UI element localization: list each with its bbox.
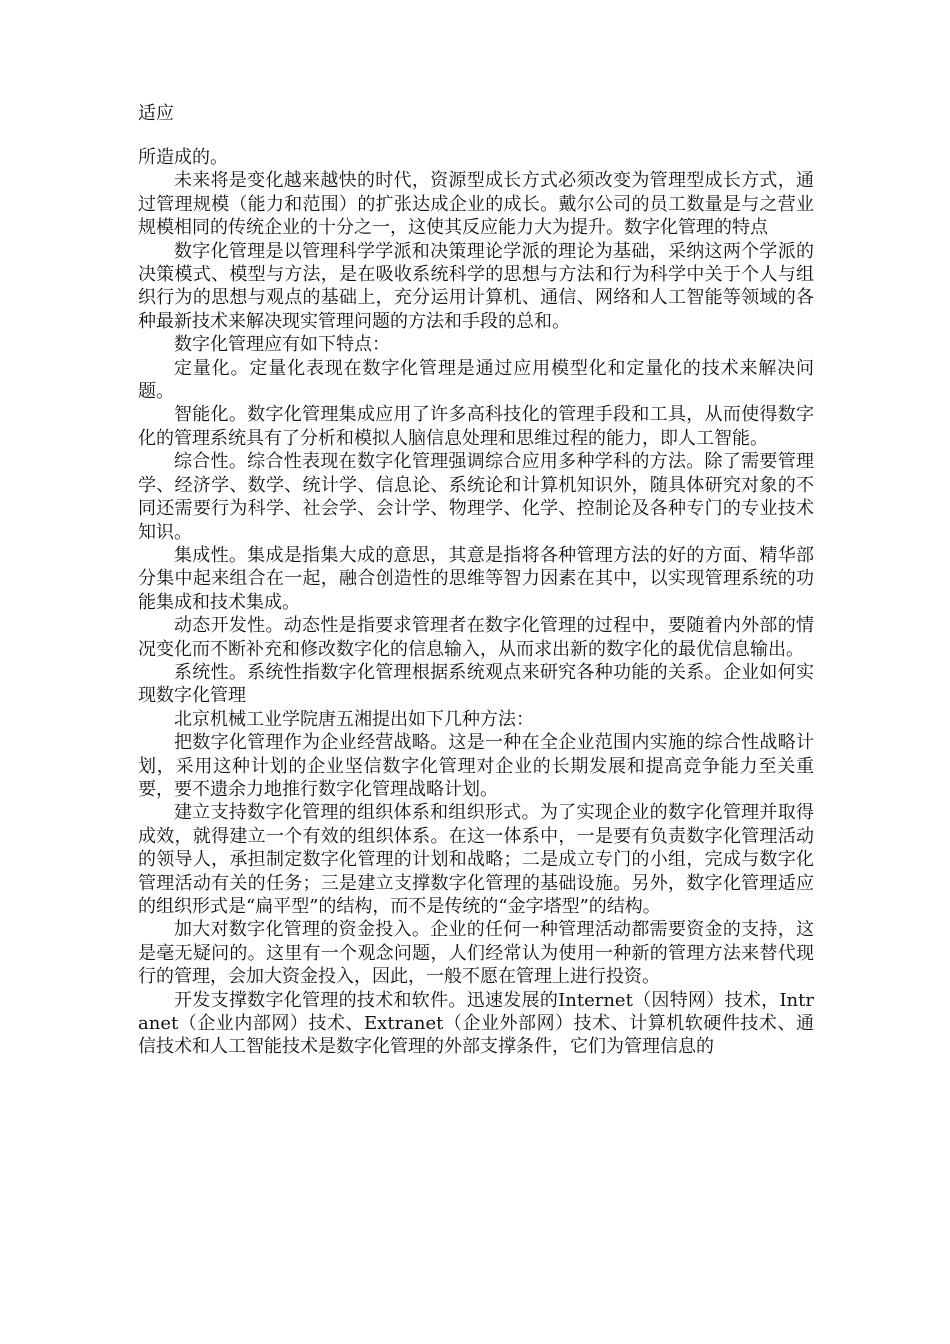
paragraph-features-intro: 数字化管理应有如下特点： <box>174 334 390 356</box>
paragraph-technology: 开发支撑数字化管理的技术和软件。迅速发展的Internet（因特网）技术，Intranet（企业内部网）技术、Extranet（企业外部网）技术、计算机软硬件技术、通信技术和人工智能技术是数字化管理的外部支撑条件，它们为管理信息的 <box>138 989 814 1058</box>
paragraph-quantification: 定量化。定量化表现在数字化管理是通过应用模型化和定量化的技术来解决问题。 <box>138 357 814 403</box>
paragraph-integration: 集成性。集成是指集大成的意思，其意是指将各种管理方法的好的方面、精华部分集中起来组合在一起，融合创造性的思维等智力因素在其中，以实现管理系统的功能集成和技术集成。 <box>138 544 814 613</box>
paragraph-comprehensiveness: 综合性。综合性表现在数字化管理强调综合应用多种学科的方法。除了需要管理学、经济学、数学、统计学、信息论、系统论和计算机知识外，随具体研究对象的不同还需要行为科学、社会学、会计学、物理学、化学、控制论及各种专门的专业技术知识。 <box>138 451 814 543</box>
paragraph-intelligence: 智能化。数字化管理集成应用了许多高科技化的管理手段和工具，从而使得数字化的管理系统具有了分析和模拟人脑信息处理和思维过程的能力，即人工智能。 <box>138 404 814 449</box>
paragraph-investment: 加大对数字化管理的资金投入。企业的任何一种管理活动都需要资金的支持，这是毫无疑问的。这里有一个观念问题，人们经常认为使用一种新的管理方法来替代现行的管理，会加大资金投入，因此，一般不愿在管理上进行投资。 <box>138 919 814 988</box>
paragraph-methods-intro: 北京机械工业学院唐五湘提出如下几种方法： <box>174 708 534 730</box>
paragraph-organization: 建立支持数字化管理的组织体系和组织形式。为了实现企业的数字化管理并取得成效，就得建立一个有效的组织体系。在这一体系中，一是要有负责数字化管理活动的领导人，承担制定数字化管理的计划和战略；二是成立专门的小组，完成与数字化管理活动有关的任务；三是建立支撑数字化管理的基础设施。另外，数字化管理适应的组织形式是“扁平型”的结构，而不是传统的“金字塔型”的结构。 <box>138 802 814 917</box>
paragraph-strategy: 把数字化管理作为企业经营战略。这是一种在全企业范围内实施的综合性战略计划，采用这种计划的企业坚信数字化管理对企业的长期发展和提高竞争能力至关重要，要不遗余力地推行数字化管理战略计划。 <box>138 732 814 800</box>
top-fragment-text: 适应 <box>138 103 174 124</box>
paragraph-definition: 数字化管理是以管理科学学派和决策理论学派的理论为基础，采纳这两个学派的决策模式、模型与方法，是在吸收系统科学的思想与方法和行为科学中关于个人与组织行为的思想与观点的基础上，充分运用计算机、通信、网络和人工智能等领域的各种最新技术来解决现实管理问题的方法和手段的总和。 <box>138 240 814 332</box>
paragraph-dynamic: 动态开发性。动态性是指要求管理者在数字化管理的过程中，要随着内外部的情况变化而不断补充和修改数字化的信息输入，从而求出新的数字化的最优信息输出。 <box>138 615 814 660</box>
document-body <box>138 146 814 1059</box>
paragraph-systematic: 系统性。系统性指数字化管理根据系统观点来研究各种功能的关系。企业如何实现数字化管理 <box>138 661 814 707</box>
paragraph-continuation: 所造成的。 <box>138 147 228 168</box>
paragraph-future-growth: 未来将是变化越来越快的时代，资源型成长方式必须改变为管理型成长方式，通过管理规模（能力和范围）的扩张达成企业的成长。戴尔公司的员工数量是与之营业规模相同的传统企业的十分之一，这使其反应能力大为提升。数字化管理的特点 <box>138 170 814 239</box>
